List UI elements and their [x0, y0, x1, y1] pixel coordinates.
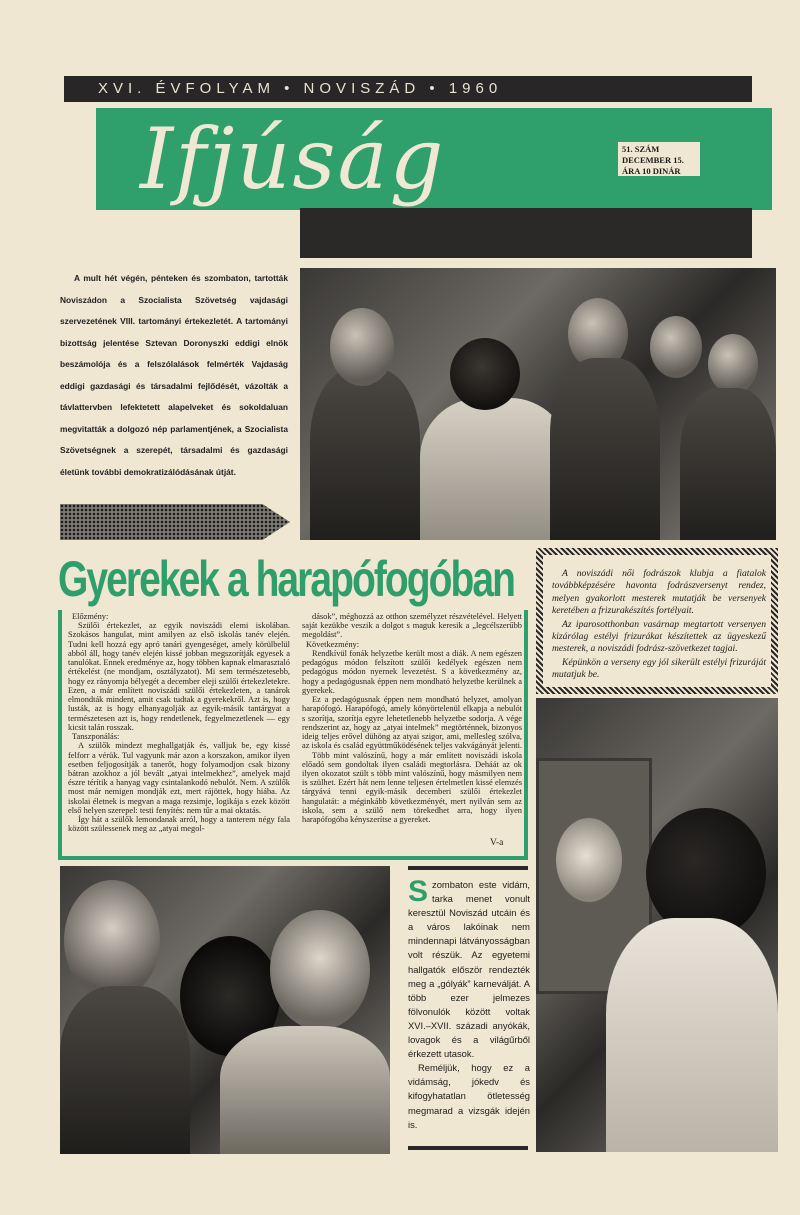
article-subhead: Előzmény: [72, 612, 109, 621]
article-paragraph: Szülői értekezlet, az egyik noviszádi elemi iskolában. Szokásos hangulat, mint amilyen az első iskolás tanév elején. Tudni kell hozzá egy apró tanári gyengeséget, amely körülbelül abból áll, hogy tanév elején kissé jobban megszorítják egyesek a tanulókat. Ennek eredménye az, hogy többen kapnak elmarasztaló értékelést (ne mondjam, osztályzatot). Mi sem természetesebb, hogy ez rányomja bélyegét a december eleji szülői értekezletekre. Ezen, a már említett noviszádi szülői értekezleten, a tanárok elmondták mindent, amit csak tudtak a gyerekekről. Azt is, hogy lusták, az is hogy elhanyagolják az egyik-másik tantárgyat a természetesen azt is, hogy rendetlenek, fegyelmezetlenek — egy kicsit talán rosszak. [68, 621, 290, 732]
conference-photo [300, 268, 776, 540]
hairstyle-photo [536, 698, 778, 1152]
article-paragraph: Több mint valószínű, hogy a már említett noviszádi iskola előadó sem gondoltak ilyen családi megtorlásra. Deháát az ok ilyen okozatot szült s több mint valószínű, hogy másmilyen nem is szülhet. Ezért hát nem lenne teljesen értelmetlen kissé elemzés tárgyává tenni egyik-másik decemberi szülői értekezlet hangulatát: a méginkább következményét, mert nyilván sem az iskola, sem a szülő nem törekedhet arra, hogy ilyen harapófogóba kényszerítse a gyereket. [302, 750, 522, 825]
article-signature: V-a [490, 838, 504, 848]
hairdresser-paragraph: Az iparosotthonban vasárnap megtartott versenyen kizárólag estélyi frizurákat készítettek az ügyeskezű mesterek, a noviszádi fodrász-szövetkezet tagjai. [552, 618, 766, 655]
issue-price: ÁRA 10 DINÁR [622, 166, 681, 176]
newspaper-title: Ifjúság [140, 110, 446, 208]
article-headline: Gyerekek a harapófogóban [58, 551, 515, 607]
masthead-shadow [300, 208, 752, 258]
article-column-left [68, 612, 290, 834]
drop-cap: S [408, 875, 429, 908]
article-paragraph: Ez a pedagógusnak éppen nem mondható helyzet, amolyan harapófogó. Harapófogó, amely könyörtelenül elkapja a nebulót s szorítja, szorítja egyre lehetetlenebb helyzetbe sodorja. A vége rendszerint az, hogy az „atyai intelmek” megtörténnek, bizonyos ideig teljes erővel dühöng az atyai szigor, ami, mellesleg szólva, az iskola és család együttműködésének teljes vakvágányát jelenti. [302, 695, 522, 751]
article-subhead: Következmény: [306, 639, 360, 649]
carnival-photo [60, 866, 390, 1154]
volume-line: XVI. ÉVFOLYAM • NOVISZÁD • 1960 [64, 76, 752, 102]
article-subhead: Tanszponálás: [72, 732, 120, 742]
lead-paragraph: A mult hét végén, pénteken és szombaton, tartották Noviszádon a Szocialista Szövetség vajdasági szervezetének VIII. tartományi értekezletét. A tartományi bizottság jelentése Sztevan Doronyszki eddigi elnök beszámolója és a felszólalások felmérték Vajdaság eddigi gazdasági és társadalmi fejlődését, vázolták a távlattervben lefektetett alapelveket és sokoldaluan megvitatták a dolgozó nép parlamentjének, a Szocialista Szövetségnek a szerepét, társadalmi és gazdasági életünk további demokratizálódásának útját. [60, 273, 288, 477]
hairdresser-text [552, 568, 766, 683]
hairdresser-paragraph: A noviszádi női fodrászok klubja a fiatalok továbbképzésére havonta fodrászversenyt rendez, melyen gyakorlott mesterek mutatják be versenyek keretében a frizurakészítés fortélyait. [552, 568, 766, 617]
issue-number: 51. SZÁM [622, 144, 660, 154]
article-paragraph: A szülők mindezt meghallgatják és, valljuk be, egy kissé felforr a vérük. Tul vagyunk már azon a korszakon, amikor ilyen esetben feljogosítják a tanerőt, hogy folyamodjon csak bizony bátran azokhoz a jól bevált „atyai intelmekhez”, amelyek majd észre térítik a hanyag vagy csintalankodó nebulót. Nem. A szülők most már nemigen mondják ezt, mert rájöttek, hogy hiába. Az iskolai életnek is megvan a maga rezsimje, logikája s ezek között első helyen szerepel: testi fenyítés: nem tűr a mai oktatás. [68, 741, 290, 815]
hairdresser-paragraph: Képünkön a verseny egy jól sikerült estélyi frizuráját mutatjuk be. [552, 656, 766, 681]
issue-info [618, 142, 700, 176]
carnival-paragraph-1 [408, 875, 530, 1061]
carnival-top-rule [408, 866, 528, 870]
carnival-bottom-rule [408, 1146, 528, 1150]
article-paragraph: dások”, méghozzá az otthon személyzet részvételével. Helyett saját kezükbe veszik a dolgot s maguk keresik a „legcélszerűbb megoldást”. [302, 612, 522, 640]
arrow-ornament [60, 504, 290, 540]
article-paragraph: Rendkívül fonák helyzetbe került most a diák. A nem egészen pedagógus módon felszított szülői kedélyek egészen nem pedagógus módon nyernek levezetést. S a következmény az, hogy a pedagógusnak éppen nem mondható helyzetbe kerülnek a gyerekek. [302, 648, 522, 695]
article-column-right [302, 612, 522, 824]
carnival-paragraph-1-text: zombaton este vidám, tarka menet vonult keresztül Noviszád utcáin és a város lakóinak nem mindennapi látványosságban volt részük. Az egyetemi hallgatók először rendezték meg a „gólyák” karneválját. A több ezer jelmezes fölvonulók között voltak XVI.–XVII. századi anyókák, lovagok és a világűrből érkezett utasok. [408, 879, 530, 1060]
carnival-paragraph-2: Reméljük, hogy ez a vidámság, jókedv és kifogyhatatlan ötletesség megmarad a vizsgák idején is. [408, 1062, 530, 1130]
article-paragraph: Így hát a szülők lemondanak arról, hogy a tanterem négy fala között szülessenek meg az „atyai megol- [68, 815, 290, 834]
carnival-text [408, 875, 530, 1132]
issue-date: DECEMBER 15. [622, 155, 684, 165]
